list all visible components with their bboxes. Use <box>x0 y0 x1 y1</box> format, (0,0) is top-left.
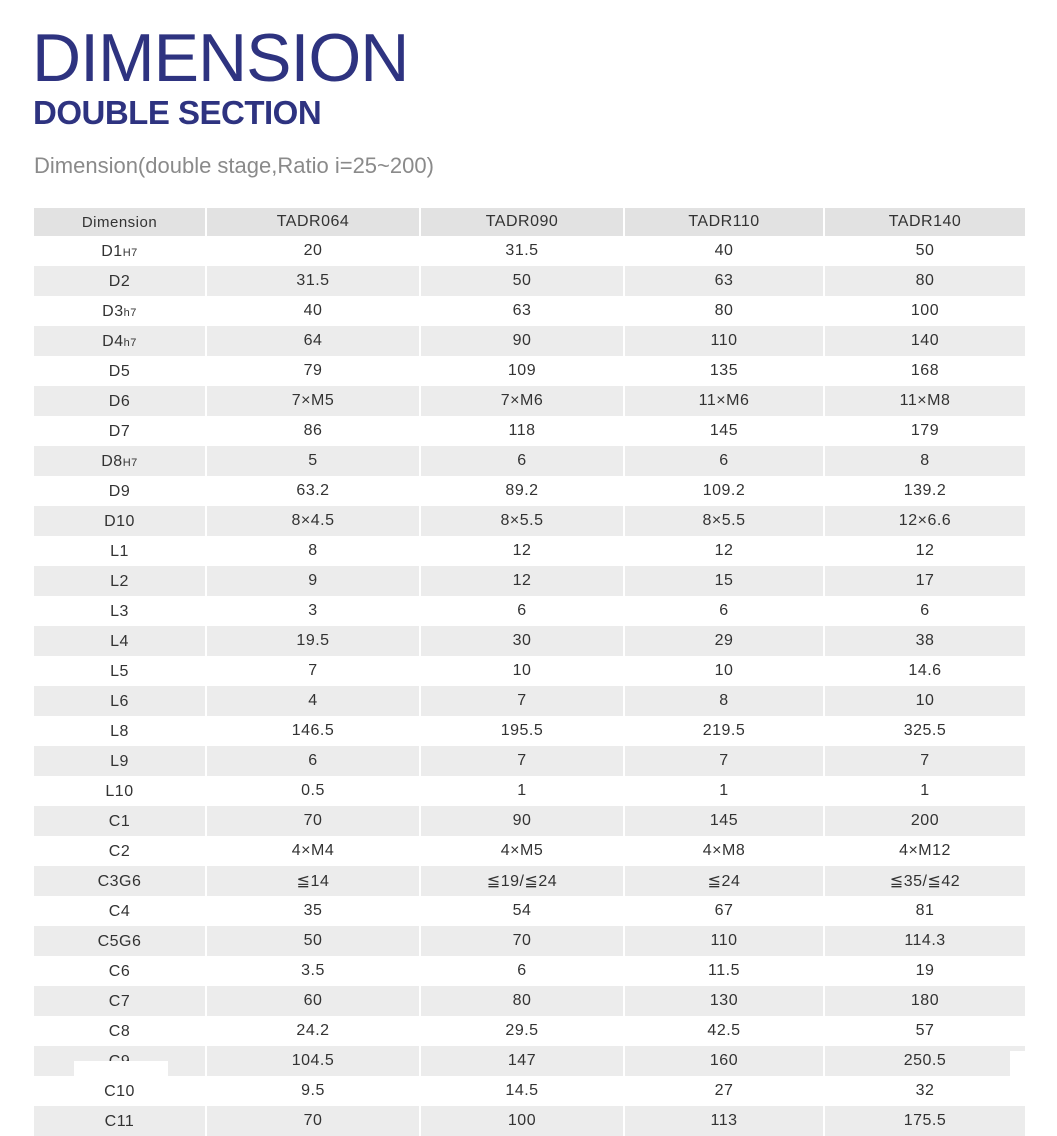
cell-tadr090: 89.2 <box>420 476 624 506</box>
table-row <box>34 596 1025 626</box>
row-label <box>34 236 206 266</box>
cell-tadr064: 0.5 <box>206 776 420 806</box>
cell-tadr090: 109 <box>420 356 624 386</box>
table-row <box>34 626 1025 656</box>
cell-tadr064: 20 <box>206 236 420 266</box>
row-label <box>34 536 206 566</box>
table-row <box>34 1016 1025 1046</box>
row-label <box>34 656 206 686</box>
cell-tadr140: 140 <box>824 326 1025 356</box>
cell-tadr110: 113 <box>624 1106 824 1136</box>
cell-tadr064: 5 <box>206 446 420 476</box>
cell-tadr064: ≦14 <box>206 866 420 896</box>
row-label-text: D1 <box>101 243 123 260</box>
table-row <box>34 326 1025 356</box>
cell-tadr064: 70 <box>206 806 420 836</box>
cell-tadr140: 168 <box>824 356 1025 386</box>
row-label-text: C7 <box>108 993 131 1010</box>
cell-tadr064: 9 <box>206 566 420 596</box>
row-label-text: D9 <box>108 483 131 500</box>
table-row <box>34 806 1025 836</box>
row-label <box>34 326 206 356</box>
cell-tadr064: 3.5 <box>206 956 420 986</box>
cell-tadr140: 100 <box>824 296 1025 326</box>
row-label-text: D4 <box>102 333 124 350</box>
table-row <box>34 506 1025 536</box>
cell-tadr090: 90 <box>420 326 624 356</box>
cell-tadr140: 1 <box>824 776 1025 806</box>
row-label-text: C8 <box>108 1023 131 1040</box>
table-row <box>34 236 1025 266</box>
cell-tadr140: 200 <box>824 806 1025 836</box>
cell-tadr110: 8 <box>624 686 824 716</box>
row-label-tolerance: H7 <box>122 247 138 259</box>
row-label-text: L10 <box>105 783 134 800</box>
table-row <box>34 476 1025 506</box>
column-header-tadr090: TADR090 <box>420 208 624 236</box>
dimension-table <box>34 208 1025 1136</box>
row-label <box>34 506 206 536</box>
cell-tadr090: 10 <box>420 656 624 686</box>
cell-tadr110: 135 <box>624 356 824 386</box>
row-label <box>34 566 206 596</box>
row-label-text: C2 <box>108 843 131 860</box>
row-label <box>34 986 206 1016</box>
row-label <box>34 296 206 326</box>
cell-tadr064: 50 <box>206 926 420 956</box>
cell-tadr110: 29 <box>624 626 824 656</box>
row-label <box>34 386 206 416</box>
row-label <box>34 416 206 446</box>
cell-tadr090: 7 <box>420 686 624 716</box>
cell-tadr110: 110 <box>624 926 824 956</box>
row-label-text: L4 <box>110 633 129 650</box>
cell-tadr140: 180 <box>824 986 1025 1016</box>
table-row <box>34 566 1025 596</box>
cell-tadr090: 80 <box>420 986 624 1016</box>
cell-tadr064: 7 <box>206 656 420 686</box>
cell-tadr064: 4 <box>206 686 420 716</box>
row-label-text: C3G6 <box>97 873 142 890</box>
row-label <box>34 266 206 296</box>
table-row <box>34 1076 1025 1106</box>
cell-tadr140: 8 <box>824 446 1025 476</box>
table-row <box>34 446 1025 476</box>
table-row <box>34 656 1025 686</box>
cell-tadr140: 139.2 <box>824 476 1025 506</box>
cell-tadr064: 6 <box>206 746 420 776</box>
cell-tadr110: 11.5 <box>624 956 824 986</box>
cell-tadr064: 7×M5 <box>206 386 420 416</box>
cell-tadr110: 7 <box>624 746 824 776</box>
row-label-text: L3 <box>110 603 129 620</box>
row-label-tolerance: h7 <box>123 337 137 349</box>
cell-tadr064: 19.5 <box>206 626 420 656</box>
table-row <box>34 416 1025 446</box>
cell-tadr140: 250.5 <box>824 1046 1025 1076</box>
cell-tadr090: 90 <box>420 806 624 836</box>
row-label <box>34 596 206 626</box>
cell-tadr090: 6 <box>420 956 624 986</box>
cell-tadr140: 12×6.6 <box>824 506 1025 536</box>
cell-tadr064: 60 <box>206 986 420 1016</box>
cell-tadr140: 12 <box>824 536 1025 566</box>
cell-tadr090: 118 <box>420 416 624 446</box>
cell-tadr140: 14.6 <box>824 656 1025 686</box>
cell-tadr110: 160 <box>624 1046 824 1076</box>
row-label <box>34 866 206 896</box>
table-row <box>34 716 1025 746</box>
cell-tadr064: 8 <box>206 536 420 566</box>
table-row <box>34 956 1025 986</box>
row-label <box>34 446 206 476</box>
row-label-text: D6 <box>108 393 131 410</box>
cell-tadr140: 114.3 <box>824 926 1025 956</box>
cell-tadr110: 219.5 <box>624 716 824 746</box>
cell-tadr140: 10 <box>824 686 1025 716</box>
row-label <box>34 1106 206 1136</box>
cell-tadr140: 17 <box>824 566 1025 596</box>
row-label-text: C6 <box>108 963 131 980</box>
cell-tadr140: 19 <box>824 956 1025 986</box>
cell-tadr140: 179 <box>824 416 1025 446</box>
table-row <box>34 686 1025 716</box>
cell-tadr064: 146.5 <box>206 716 420 746</box>
cell-tadr090: 12 <box>420 536 624 566</box>
cell-tadr090: 63 <box>420 296 624 326</box>
row-label-text: C10 <box>104 1083 135 1100</box>
cell-tadr064: 40 <box>206 296 420 326</box>
cell-tadr090: 70 <box>420 926 624 956</box>
cell-tadr110: 27 <box>624 1076 824 1106</box>
cell-tadr064: 79 <box>206 356 420 386</box>
cell-tadr110: 67 <box>624 896 824 926</box>
table-row <box>34 356 1025 386</box>
header-row <box>34 208 1025 236</box>
row-label <box>34 1016 206 1046</box>
row-label-text: D5 <box>108 363 131 380</box>
page-subtitle: DOUBLE SECTION <box>33 94 322 131</box>
table-row <box>34 296 1025 326</box>
row-label-text: L9 <box>110 753 129 770</box>
cell-tadr140: 4×M12 <box>824 836 1025 866</box>
cell-tadr064: 31.5 <box>206 266 420 296</box>
cell-tadr140: 175.5 <box>824 1106 1025 1136</box>
row-label <box>34 356 206 386</box>
row-label-text: D8 <box>101 453 123 470</box>
row-label-text: L5 <box>110 663 129 680</box>
table-caption: Dimension(double stage,Ratio i=25~200) <box>34 153 434 178</box>
paper-mask <box>74 1061 168 1079</box>
cell-tadr090: 1 <box>420 776 624 806</box>
cell-tadr090: 6 <box>420 596 624 626</box>
cell-tadr064: 24.2 <box>206 1016 420 1046</box>
table-row <box>34 536 1025 566</box>
cell-tadr140: 32 <box>824 1076 1025 1106</box>
cell-tadr110: 8×5.5 <box>624 506 824 536</box>
table-row <box>34 1046 1025 1076</box>
cell-tadr110: 42.5 <box>624 1016 824 1046</box>
table-body <box>34 236 1025 1136</box>
cell-tadr064: 64 <box>206 326 420 356</box>
cell-tadr090: 6 <box>420 446 624 476</box>
row-label-text: C5G6 <box>97 933 142 950</box>
table-row <box>34 986 1025 1016</box>
cell-tadr110: ≦24 <box>624 866 824 896</box>
cell-tadr090: 7×M6 <box>420 386 624 416</box>
cell-tadr064: 70 <box>206 1106 420 1136</box>
table-row <box>34 266 1025 296</box>
cell-tadr090: 14.5 <box>420 1076 624 1106</box>
table-row <box>34 746 1025 776</box>
row-label <box>34 716 206 746</box>
cell-tadr064: 9.5 <box>206 1076 420 1106</box>
row-label-text: D7 <box>108 423 131 440</box>
page-title: DIMENSION <box>32 20 409 96</box>
cell-tadr110: 40 <box>624 236 824 266</box>
cell-tadr140: 11×M8 <box>824 386 1025 416</box>
cell-tadr064: 4×M4 <box>206 836 420 866</box>
cell-tadr090: 30 <box>420 626 624 656</box>
paper-mask <box>1010 1051 1030 1081</box>
table-header <box>34 208 1025 236</box>
cell-tadr110: 130 <box>624 986 824 1016</box>
row-label <box>34 626 206 656</box>
row-label-text: C11 <box>104 1113 135 1130</box>
cell-tadr090: ≦19/≦24 <box>420 866 624 896</box>
cell-tadr140: 7 <box>824 746 1025 776</box>
cell-tadr110: 6 <box>624 446 824 476</box>
cell-tadr090: 8×5.5 <box>420 506 624 536</box>
column-header-tadr064: TADR064 <box>206 208 420 236</box>
cell-tadr110: 15 <box>624 566 824 596</box>
cell-tadr064: 8×4.5 <box>206 506 420 536</box>
cell-tadr140: 80 <box>824 266 1025 296</box>
row-label <box>34 806 206 836</box>
cell-tadr140: 325.5 <box>824 716 1025 746</box>
row-label <box>34 1076 206 1106</box>
table-row <box>34 386 1025 416</box>
table-row <box>34 896 1025 926</box>
cell-tadr140: 50 <box>824 236 1025 266</box>
cell-tadr090: 29.5 <box>420 1016 624 1046</box>
row-label-text: D10 <box>104 513 135 530</box>
column-header-tadr110: TADR110 <box>624 208 824 236</box>
cell-tadr110: 10 <box>624 656 824 686</box>
cell-tadr090: 54 <box>420 896 624 926</box>
table-row <box>34 836 1025 866</box>
cell-tadr090: 147 <box>420 1046 624 1076</box>
cell-tadr140: 57 <box>824 1016 1025 1046</box>
row-label-text: L1 <box>110 543 129 560</box>
table-row <box>34 776 1025 806</box>
table-row <box>34 866 1025 896</box>
cell-tadr110: 63 <box>624 266 824 296</box>
cell-tadr090: 12 <box>420 566 624 596</box>
cell-tadr110: 12 <box>624 536 824 566</box>
cell-tadr064: 104.5 <box>206 1046 420 1076</box>
cell-tadr140: 38 <box>824 626 1025 656</box>
table-row <box>34 1106 1025 1136</box>
row-label-text: D3 <box>102 303 124 320</box>
cell-tadr110: 109.2 <box>624 476 824 506</box>
cell-tadr110: 6 <box>624 596 824 626</box>
row-label-text: C4 <box>108 903 131 920</box>
cell-tadr064: 3 <box>206 596 420 626</box>
cell-tadr110: 145 <box>624 806 824 836</box>
cell-tadr064: 35 <box>206 896 420 926</box>
cell-tadr064: 63.2 <box>206 476 420 506</box>
column-header-tadr140: TADR140 <box>824 208 1025 236</box>
row-label-text: D2 <box>108 273 131 290</box>
cell-tadr110: 4×M8 <box>624 836 824 866</box>
row-label-tolerance: H7 <box>122 457 138 469</box>
row-label <box>34 746 206 776</box>
cell-tadr110: 1 <box>624 776 824 806</box>
row-label <box>34 686 206 716</box>
row-label-text: L8 <box>110 723 129 740</box>
cell-tadr090: 100 <box>420 1106 624 1136</box>
cell-tadr110: 145 <box>624 416 824 446</box>
cell-tadr140: 6 <box>824 596 1025 626</box>
row-label <box>34 956 206 986</box>
cell-tadr090: 195.5 <box>420 716 624 746</box>
cell-tadr090: 7 <box>420 746 624 776</box>
cell-tadr110: 80 <box>624 296 824 326</box>
row-label-tolerance: h7 <box>123 307 137 319</box>
cell-tadr064: 86 <box>206 416 420 446</box>
row-label <box>34 836 206 866</box>
cell-tadr090: 31.5 <box>420 236 624 266</box>
row-label <box>34 896 206 926</box>
cell-tadr090: 4×M5 <box>420 836 624 866</box>
column-header-dimension: Dimension <box>34 208 206 236</box>
row-label-text: C1 <box>108 813 131 830</box>
row-label-text: L2 <box>110 573 129 590</box>
cell-tadr090: 50 <box>420 266 624 296</box>
row-label <box>34 476 206 506</box>
cell-tadr140: 81 <box>824 896 1025 926</box>
cell-tadr110: 110 <box>624 326 824 356</box>
row-label <box>34 776 206 806</box>
row-label <box>34 926 206 956</box>
cell-tadr140: ≦35/≦42 <box>824 866 1025 896</box>
row-label-text: L6 <box>110 693 129 710</box>
table-row <box>34 926 1025 956</box>
cell-tadr110: 11×M6 <box>624 386 824 416</box>
